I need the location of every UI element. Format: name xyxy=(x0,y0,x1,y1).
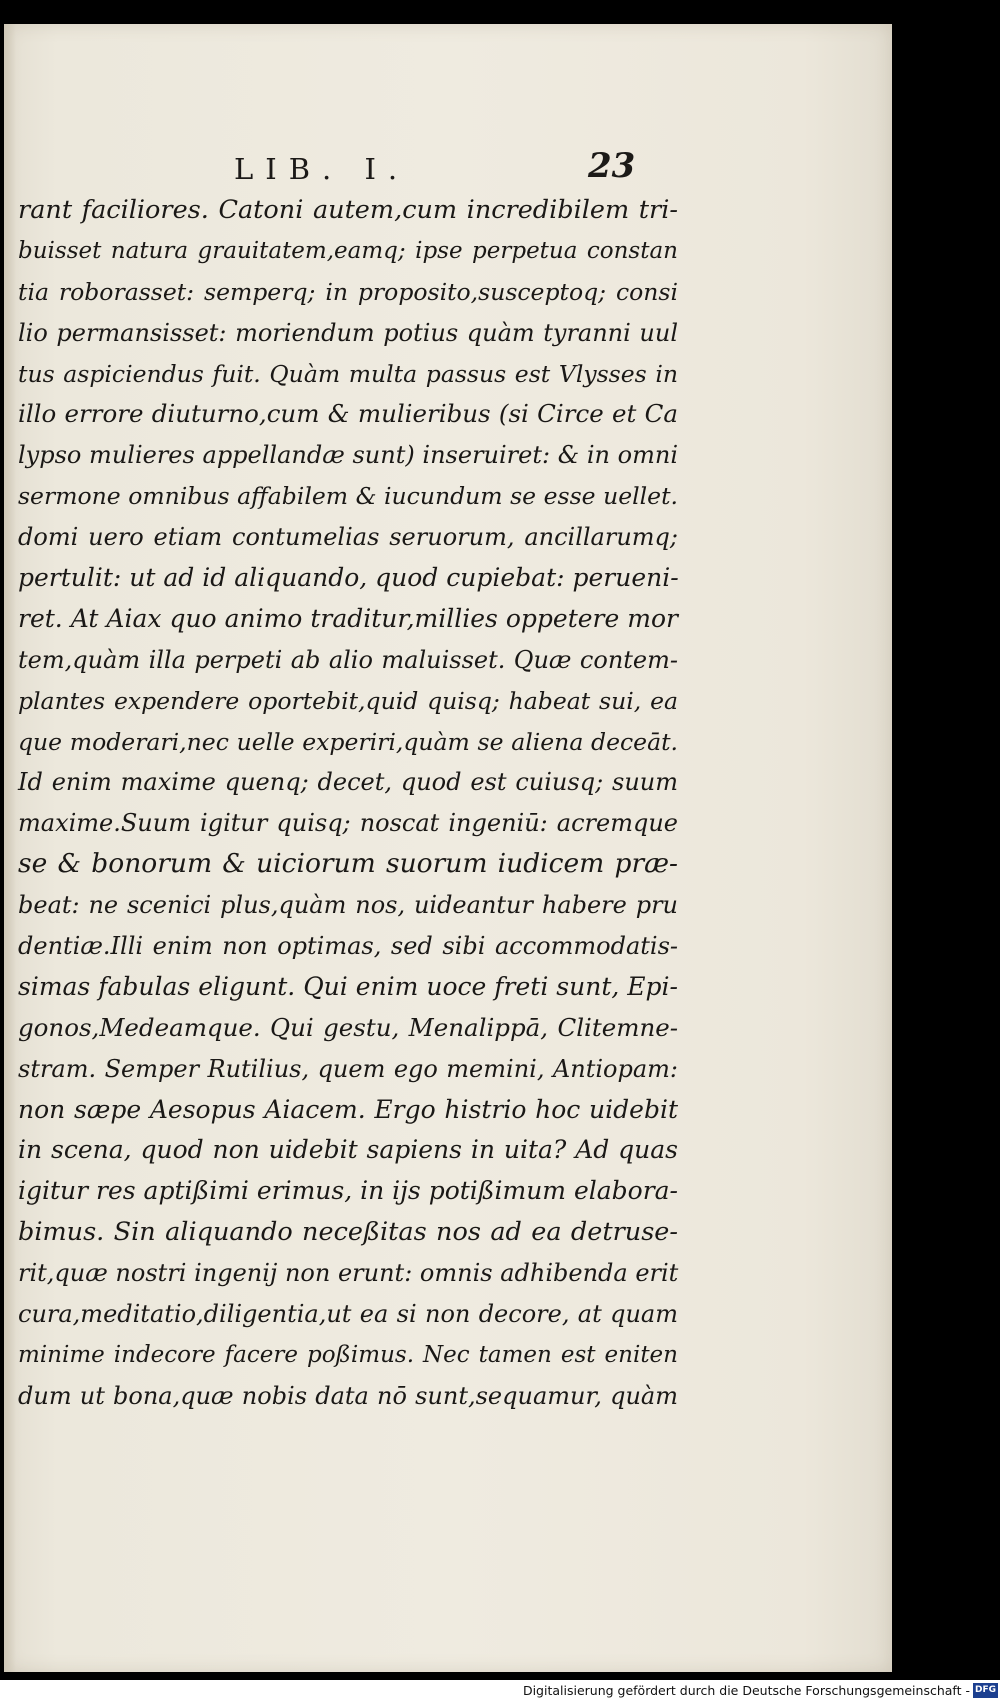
text-line: dentiæ.Illi enim non optimas, sed sibi accommodatis- xyxy=(18,932,678,961)
running-head xyxy=(4,144,892,190)
text-line: maxime.Suum igitur quisq; noscat ingeniū: acremque xyxy=(18,809,678,838)
text-line: buisset natura grauitatem,eamq; ipse perpetua constan xyxy=(18,237,678,264)
dfg-logo: DFG xyxy=(973,1683,998,1698)
page-spine-shadow xyxy=(4,24,16,1672)
text-line: plantes expendere oportebit,quid quisq; habeat sui, ea xyxy=(18,686,678,715)
text-line: pertulit: ut ad id aliquando, quod cupiebat: perueni- xyxy=(18,563,679,593)
text-line: minime indecore facere poßimus. Nec tamen est eniten xyxy=(18,1341,678,1368)
text-line: igitur res aptißimi erimus, in ijs potißimum elabora- xyxy=(18,1176,678,1206)
text-line: rit,quæ nostri ingenij non erunt: omnis adhibenda erit xyxy=(18,1259,679,1288)
text-line: simas fabulas eligunt. Qui enim uoce freti sunt, Epi- xyxy=(18,971,678,1001)
text-line: que moderari,nec uelle experiri,quàm se aliena deceāt. xyxy=(18,727,678,756)
text-line: tem,quàm illa perpeti ab alio maluisset. Quæ contem- xyxy=(18,645,678,674)
text-line: tus aspiciendus fuit. Quàm multa passus est Vlysses in xyxy=(18,359,678,388)
text-line: beat: ne scenici plus,quàm nos, uideantur habere pru xyxy=(18,891,678,920)
footer-bar xyxy=(0,1680,1000,1702)
text-line: sermone omnibus affabilem & iucundum se esse uellet. xyxy=(18,482,678,511)
text-line: tia roborasset: semperq; in proposito,susceptoq; consi xyxy=(18,277,678,306)
text-line: bimus. Sin aliquando neceßitas nos ad ea detruse- xyxy=(18,1217,678,1248)
text-line: in scena, quod non uidebit sapiens in uita? Ad quas xyxy=(18,1135,678,1165)
text-line: Id enim maxime quenq; decet, quod est cuiusq; suum xyxy=(18,768,678,797)
digitization-credit: Digitalisierung gefördert durch die Deutsche Forschungsgemeinschaft - xyxy=(522,1683,970,1698)
page-number: 23 xyxy=(588,146,636,186)
text-block xyxy=(18,190,678,1417)
text-line: rant faciliores. Catoni autem,cum incredibilem tri- xyxy=(18,195,678,225)
text-line: illo errore diuturno,cum & mulieribus (si Circe et Ca xyxy=(18,399,678,429)
text-line: se & bonorum & uiciorum suorum iudicem præ- xyxy=(18,848,678,880)
text-line: lio permansisset: moriendum potius quàm tyranni uul xyxy=(18,318,678,347)
text-line: gonos,Medeamque. Qui gestu, Menalippā, Clitemne- xyxy=(18,1012,678,1042)
text-line: domi uero etiam contumelias seruorum, ancillarumq; xyxy=(18,523,678,552)
text-line: non sæpe Aesopus Aiacem. Ergo histrio hoc uidebit xyxy=(18,1094,678,1124)
text-line: ret. At Aiax quo animo traditur,millies oppetere mor xyxy=(18,603,678,633)
text-line: stram. Semper Rutilius, quem ego memini, Antiopam: xyxy=(18,1054,678,1083)
text-line: dum ut bona,quæ nobis data nō sunt,sequamur, quàm xyxy=(18,1381,678,1410)
text-line: lypso mulieres appellandæ sunt) inseruiret: & in omni xyxy=(18,441,678,470)
book-page xyxy=(4,24,892,1672)
book-label: LIB. I. xyxy=(234,152,410,186)
text-line: cura,meditatio,diligentia,ut ea si non decore, at quam xyxy=(18,1300,678,1329)
